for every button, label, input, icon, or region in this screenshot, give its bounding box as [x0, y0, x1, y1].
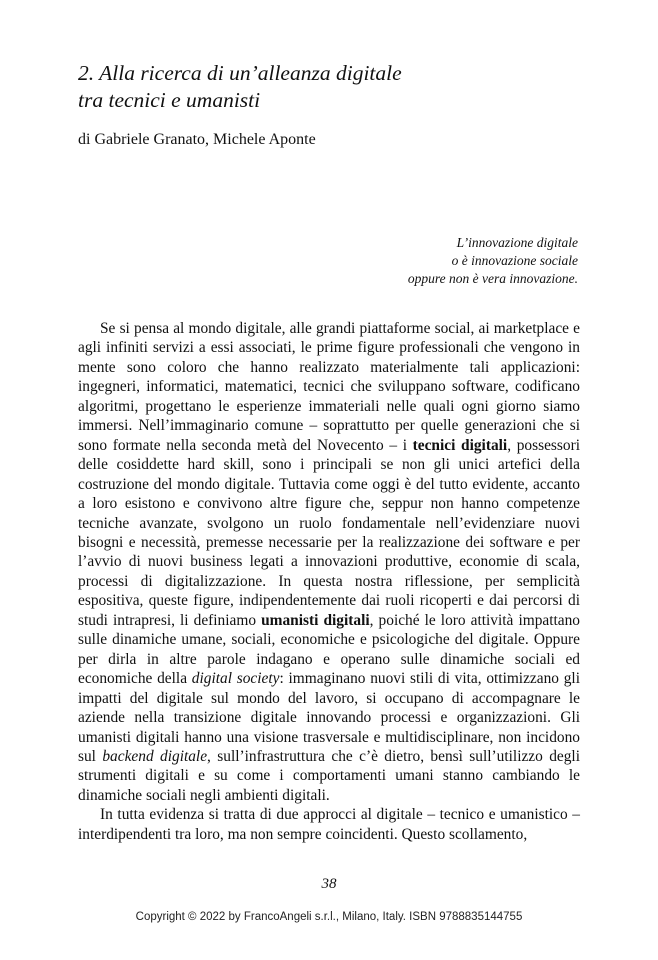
- term-backend-digitale: backend digitale: [102, 747, 208, 765]
- copyright-notice: Copyright © 2022 by FrancoAngeli s.r.l., Milano, Italy. ISBN 9788835144755: [135, 911, 523, 923]
- term-tecnici-digitali: tecnici digitali: [412, 436, 508, 454]
- chapter-authors: di Gabriele Granato, Michele Aponte: [78, 131, 316, 148]
- paragraph-2: In tutta evidenza si tratta di due approcci al digitale – tecnico e umanistico – interdipendenti tra loro, ma non sempre coincidenti. Questo scollamento,: [78, 806, 580, 843]
- paragraph-1-text-d: : immaginano nuovi stili di vita, ottimizzano gli impatti del digitale sul mondo del lavoro, si occupano di accompagnare le aziende nella transizione digitale innovando processi e organizzazioni. Gli umanisti digitali hanno una visione trasversale e multidisciplinare, non incidono sul: [78, 670, 580, 765]
- paragraph-1-text-a: Se si pensa al mondo digitale, alle grandi piattaforme social, ai marketplace e agli infiniti servizi a essi associati, le prime figure professionali che vengono in mente sono coloro che hanno realizzato materialmente tali applicazioni: ingegneri, informatici, matematici, tecnici che sviluppano software, codificano algoritmi, progettano le esperienze immateriali nelle quali ogni giorno siamo immersi. Nell’immaginario comune – soprattutto per quelle generazioni che si sono formate nella seconda metà del Novecento – i: [78, 320, 580, 454]
- epigraph-line-2: o è innovazione sociale: [451, 253, 578, 268]
- epigraph-line-3: oppure non è vera innovazione.: [407, 271, 578, 286]
- chapter-title-line-1: 2. Alla ricerca di un’alleanza digitale: [78, 61, 402, 85]
- epigraph-line-1: L’innovazione digitale: [456, 235, 578, 250]
- chapter-title: [78, 60, 598, 114]
- term-umanisti-digitali: umanisti digitali: [261, 611, 370, 629]
- paragraph-1-text-c: , poiché le loro attività impattano sulle dinamiche umane, sociali, economiche e psicologiche del digitale. Oppure per dirla in altre parole indagano e operano sulle dinamiche sociali ed economiche della: [78, 611, 580, 688]
- body-text: [78, 319, 580, 844]
- paragraph-1: [78, 319, 580, 805]
- page-number: 38: [321, 876, 337, 892]
- paragraph-1-text-b: , possessori delle cosiddette hard skill, sono i principali se non gli unici artefici della costruzione del mondo digitale. Tuttavia come oggi è del tutto evidente, accanto a loro esistono e convivono altre figure che, seppur non hanno competenze tecniche avanzate, svolgono un ruolo fondamentale nell’evidenziare nuovi bisogni e necessità, premesse necessarie per la realizzazione dei software e per l’avvio di nuovi business legati a innovazioni produttive, economie di scala, processi di digitalizzazione. In questa nostra riflessione, per semplicità espositiva, queste figure, indipendentemente dai ruoli ricoperti e dai percorsi di studi intrapresi, li definiamo: [78, 436, 580, 629]
- chapter-title-line-2: tra tecnici e umanisti: [78, 88, 261, 112]
- paragraph-1-text-e: , sull’infrastruttura che c’è dietro, bensì sull’utilizzo degli strumenti digitali e su come i comportamenti umani stanno cambiando le dinamiche sociali negli ambienti digitali.: [78, 747, 580, 804]
- term-digital-society: digital society: [191, 670, 280, 688]
- epigraph: [258, 234, 578, 288]
